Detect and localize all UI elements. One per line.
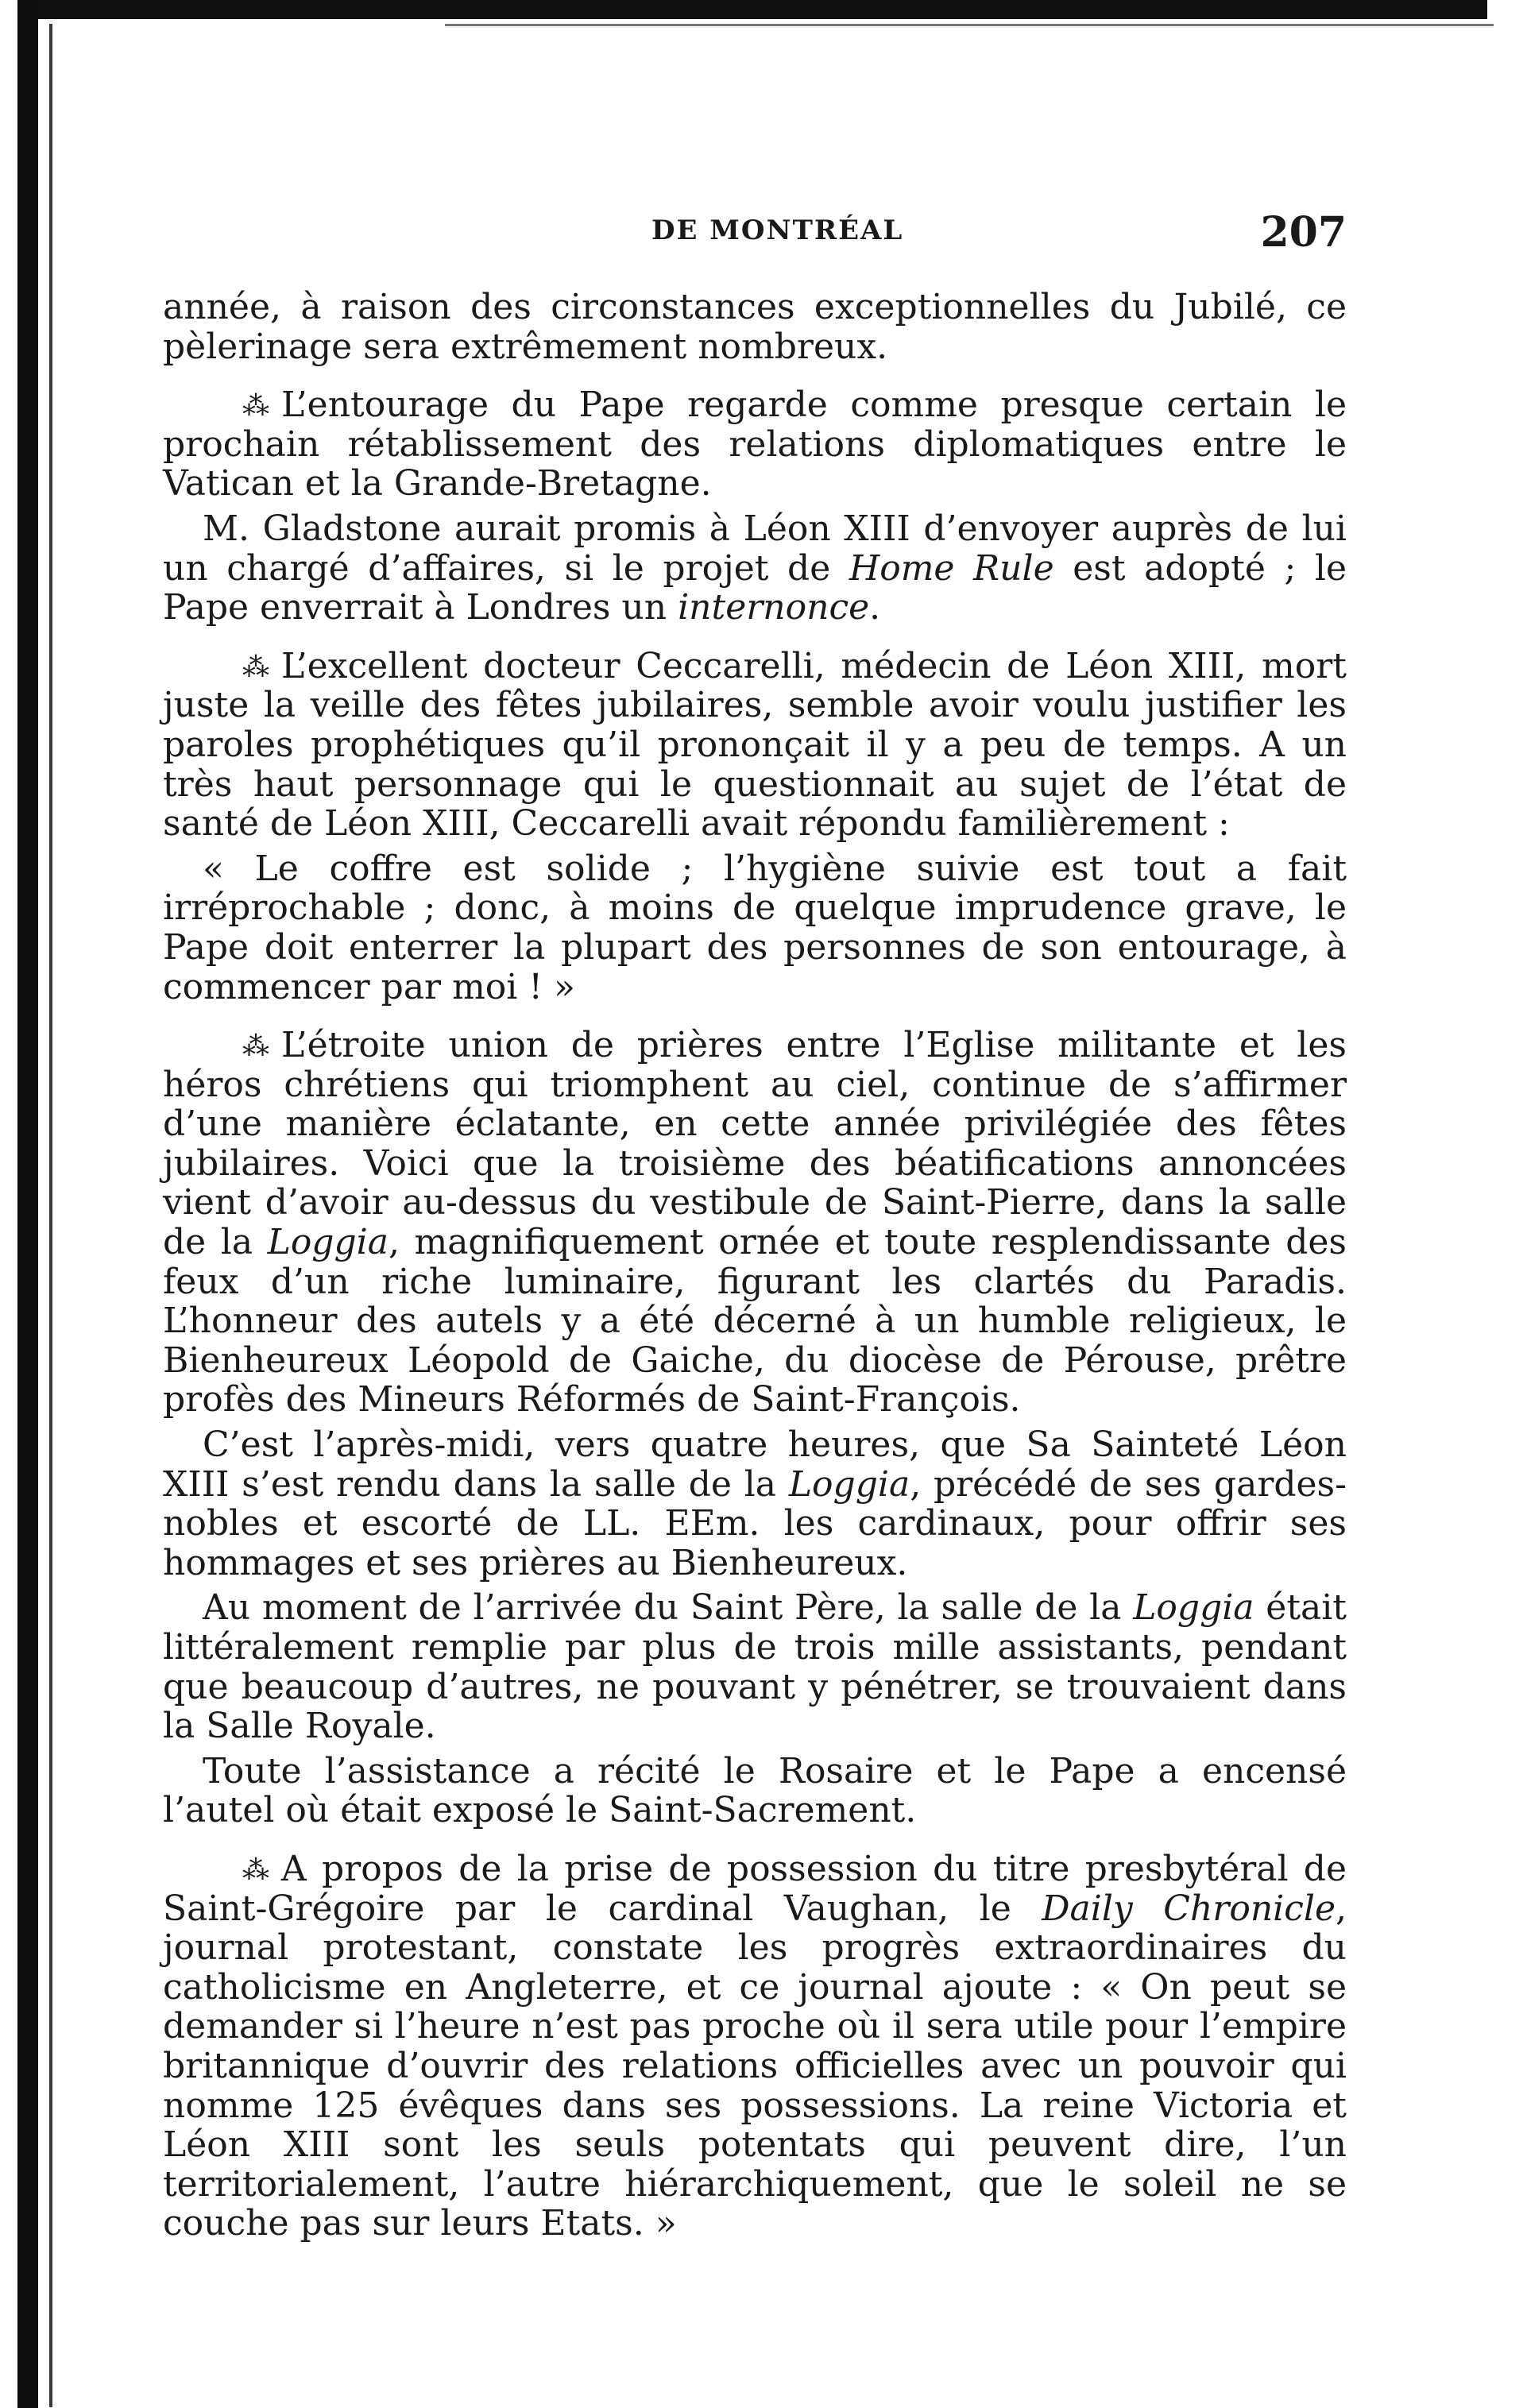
paragraph-text: M. Gladstone aurait promis à Léon XIII d’envoyer auprès de lui un chargé d’affaires, si le projet de	[163, 508, 1347, 589]
paragraph-text: Toute l’assistance a récité le Rosaire et le Pape a encensé l’autel où était exposé le Saint-Sacrement.	[163, 1750, 1347, 1831]
page-edge-top	[17, 0, 1487, 19]
paragraph-2	[163, 385, 1347, 504]
paragraph-text: L’étroite union de prières entre l’Eglise militante et les héros chrétiens qui triomphent au ciel, continue de s’affirmer d’une manière éclatante, en cette année privilégiée des fêtes jubilaires. Voici que la troisième des béatifications annoncées vient d’avoir au-dessus du vestibule de Saint-Pierre, dans la salle de la	[163, 1025, 1347, 1263]
italic-title: Home Rule	[849, 547, 1054, 589]
paragraph-text: , magnifiquement ornée et toute resplendissante des feux d’un riche luminaire, figurant les clartés du Paradis. L’honneur des autels y a été décerné à un humble religieux, le Bienheureux Léopold de Gaiche, du diocèse de Pérouse, prêtre profès des Mineurs Réformés de Saint-François.	[163, 1222, 1347, 1420]
paragraph-text: L’entourage du Pape regarde comme presque certain le prochain rétablissement des relations diplomatiques entre le Vatican et la Grande-Bretagne.	[163, 385, 1347, 504]
paragraph-9	[163, 1752, 1347, 1830]
paragraph-3	[163, 509, 1347, 628]
paragraph-4	[163, 647, 1347, 844]
paragraph-text: C’est l’après-midi, vers quatre heures, que Sa Sainteté Léon XIII s’est rendu dans la salle de la	[163, 1424, 1347, 1505]
italic-word: internonce	[678, 587, 870, 628]
asterism-icon: ⁂	[242, 390, 270, 423]
italic-word: Loggia	[788, 1463, 910, 1505]
paragraph-1	[163, 288, 1347, 366]
paragraph-text: Au moment de l’arrivée du Saint Père, la salle de la	[203, 1587, 1134, 1629]
page-number: 207	[1260, 208, 1347, 257]
paragraph-7	[163, 1425, 1347, 1583]
italic-word: Loggia	[1133, 1587, 1254, 1629]
paragraph-text: « Le coffre est solide ; l’hygiène suivie est tout a fait irréprochable ; donc, à moins de quelque imprudence grave, le Pape doit enterrer la plupart des personnes de son entourage, à commencer par moi ! »	[163, 848, 1347, 1007]
running-head	[159, 208, 1351, 256]
paragraph-8	[163, 1588, 1347, 1745]
paragraph-text: est adopté ; le Pape enverrait à Londres un	[163, 547, 1347, 628]
italic-word: Loggia	[267, 1222, 389, 1263]
paragraph-text: L’excellent docteur Ceccarelli, médecin de Léon XIII, mort juste la veille des fêtes jubilaires, semble avoir voulu justifier les paroles prophétiques qu’il prononçait il y a peu de temps. A un très haut personnage qui le questionnait au sujet de l’état de santé de Léon XIII, Ceccarelli avait répondu familièrement :	[163, 645, 1347, 845]
page-rule-left	[49, 24, 52, 2407]
page-edge-left	[17, 0, 38, 2408]
asterism-icon: ⁂	[242, 651, 270, 683]
paragraph-text: A propos de la prise de possession du titre presbytéral de Saint-Grégoire par le cardinal Vaughan, le	[163, 1848, 1347, 1929]
paragraph-text: , précédé de ses gardes-nobles et escorté de LL. EEm. les cardinaux, pour offrir ses hommages et ses prières au Bienheureux.	[163, 1463, 1347, 1583]
italic-title: Daily Chronicle	[1042, 1888, 1336, 1929]
paragraph-text: était littéralement remplie par plus de trois mille assistants, pendant que beaucoup d’autres, ne pouvant y pénétrer, se trouvaient dans la Salle Royale.	[163, 1587, 1347, 1747]
asterism-icon: ⁂	[242, 1853, 270, 1886]
asterism-icon: ⁂	[242, 1030, 270, 1063]
paragraph-text: .	[869, 587, 881, 628]
paragraph-text: , journal protestant, constate les progrès extraordinaires du catholicisme en Angleterre, et ce journal ajoute : « On peut se demander si l’heure n’est pas proche où il sera utile pour l’empire britannique d’ouvrir des relations officielles avec un pouvoir qui nomme 125 évêques dans ses possessions. La reine Victoria et Léon XIII sont les seuls potentats qui peuvent dire, l’un territorialement, l’autre hiérarchiquement, que le soleil ne se couche pas sur leurs Etats. »	[163, 1888, 1347, 2244]
paragraph-6	[163, 1026, 1347, 1420]
page-rule-top	[445, 24, 1494, 26]
body-text	[163, 288, 1347, 2249]
paragraph-10	[163, 1849, 1347, 2244]
running-title: DE MONTRÉAL	[651, 215, 904, 246]
paragraph-5	[163, 849, 1347, 1007]
paragraph-text: année, à raison des circonstances exceptionnelles du Jubilé, ce pèlerinage sera extrêmement nombreux.	[163, 287, 1347, 367]
